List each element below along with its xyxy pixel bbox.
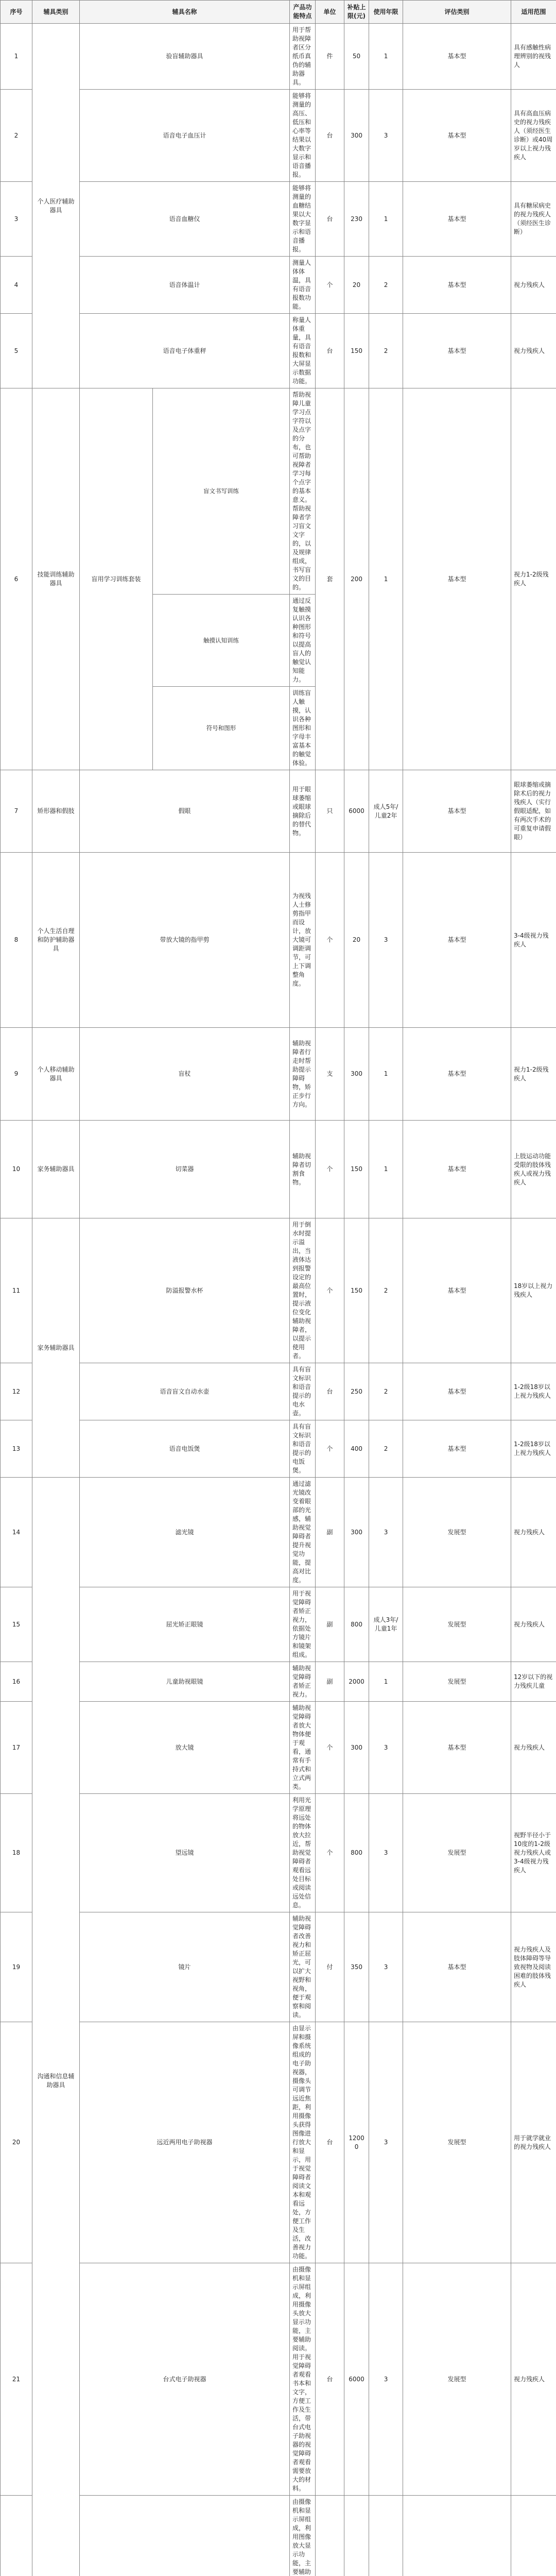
table-row [1, 1794, 556, 1912]
item-desc: 测量人体体温，具有语音报数功能。 [290, 257, 316, 314]
item-desc: 具有盲文标识和语音提示的电饭煲。 [290, 1420, 316, 1478]
table-row [1, 1121, 556, 1218]
item-unit: 个 [316, 1121, 344, 1218]
item-number: 3 [1, 182, 32, 257]
item-unit: 个 [316, 257, 344, 314]
item-price: 230 [344, 182, 369, 257]
item-price: 50 [344, 24, 369, 90]
item-desc: 辅助视障者切割食物。 [290, 1121, 316, 1218]
item-desc: 能够将测量的高压、低压和心率等结果以大数字显示和语音播报。 [290, 90, 316, 182]
item-years: 2 [369, 314, 403, 388]
item-years: 3 [369, 1794, 403, 1912]
item-unit: 副 [316, 1587, 344, 1662]
table-row [1, 2496, 556, 2576]
item-scope [511, 2496, 556, 2576]
table-row [1, 90, 556, 182]
table-row [1, 1363, 556, 1420]
item-price: 300 [344, 90, 369, 182]
item-assess [403, 2496, 511, 2576]
item-number: 17 [1, 1702, 32, 1794]
table-row [1, 388, 556, 595]
sub-item-desc: 通过反复触摸认识各种图形和符号以提高盲人的触觉认知能力。 [290, 595, 316, 687]
item-number: 11 [1, 1218, 32, 1363]
item-years: 1 [369, 1662, 403, 1702]
item-price: 200 [344, 388, 369, 770]
item-scope: 视野半径小于10度的1-2级视力残疾人或3-4级视力残疾人 [511, 1794, 556, 1912]
header-price: 补贴上限(元) [344, 1, 369, 24]
item-years: 2 [369, 1420, 403, 1478]
item-years: 1 [369, 24, 403, 90]
table-row [1, 770, 556, 853]
header-no: 序号 [1, 1, 32, 24]
item-scope: 具有感触性病理辨别的视残人 [511, 24, 556, 90]
item-name: 语音盲文自动水壶 [80, 1363, 290, 1420]
sub-item-name: 符号和图形 [153, 687, 290, 770]
table-row [1, 182, 556, 257]
item-unit: 台 [316, 90, 344, 182]
header-category: 辅具类别 [32, 1, 80, 24]
item-category: 技能训练辅助器具 [32, 388, 80, 770]
item-scope: 视力残疾人 [511, 1702, 556, 1794]
item-desc: 由显示屏和摄像系统组成的电子助视器，摄像头可调节远近焦距，利用摄像头获得图像进行放大和显示，用于视觉障碍者阅读文本和观看远处，方便工作及生活，改善视力功能。 [290, 2022, 316, 2263]
item-price: 6000 [344, 770, 369, 853]
item-number: 1 [1, 24, 32, 90]
item-scope: 具有糖尿病史的视力残疾人（须经医生诊断） [511, 182, 556, 257]
table-row [1, 1028, 556, 1121]
item-price: 150 [344, 314, 369, 388]
item-price: 6000 [344, 2263, 369, 2496]
item-scope: 1-2级18岁以上视力残疾人 [511, 1363, 556, 1420]
item-category: 沟通和信息辅助器具 [32, 1478, 80, 2576]
item-number: 10 [1, 1121, 32, 1218]
item-number: 21 [1, 2263, 32, 2496]
header-assess: 评估类别 [403, 1, 511, 24]
item-assess: 发展型 [403, 1587, 511, 1662]
item-price: 400 [344, 1420, 369, 1478]
item-unit: 台 [316, 2022, 344, 2263]
item-name: 语音电子体重秤 [80, 314, 290, 388]
item-price: 2000 [344, 1662, 369, 1702]
item-desc: 辅助视觉障碍者矫正视力。 [290, 1662, 316, 1702]
item-price: 12000 [344, 2022, 369, 2263]
item-category: 个人医疗辅助器具 [32, 24, 80, 388]
item-category: 个人生活自理和防护辅助器具 [32, 853, 80, 1028]
item-desc: 辅助视觉障碍者放大物体便于观看，通常有手持式和立式两类。 [290, 1702, 316, 1794]
item-scope: 视力残疾人 [511, 2263, 556, 2496]
item-scope: 视力残疾人 [511, 1478, 556, 1587]
item-scope: 眼球萎缩或摘除术后的视力残疾人（实行假眼适配，如有两次手术的可重复申请假眼） [511, 770, 556, 853]
item-number: 6 [1, 388, 32, 770]
item-name: 屈光矫正眼镜 [80, 1587, 290, 1662]
table-row [1, 1912, 556, 2022]
item-unit: 支 [316, 1028, 344, 1121]
item-name: 带放大镜的指甲剪 [80, 853, 290, 1028]
item-number [1, 2496, 32, 2576]
item-assess: 基本型 [403, 1702, 511, 1794]
item-years: 3 [369, 1912, 403, 2022]
item-name [80, 2496, 290, 2576]
item-price: 150 [344, 1218, 369, 1363]
table-row [1, 1478, 556, 1587]
item-number: 4 [1, 257, 32, 314]
item-name: 远近两用电子助视器 [80, 2022, 290, 2263]
header-scope: 适用范围 [511, 1, 556, 24]
table-row [1, 853, 556, 1028]
table-row [1, 314, 556, 388]
item-assess: 发展型 [403, 1478, 511, 1587]
item-unit: 付 [316, 1912, 344, 2022]
item-desc: 利用光学原理将远处的物体放大拉近，帮助视觉障碍者观看远处目标或阅读远处信息。 [290, 1794, 316, 1912]
item-number: 19 [1, 1912, 32, 2022]
item-unit: 个 [316, 1794, 344, 1912]
item-years: 成人3年/儿童1年 [369, 1587, 403, 1662]
item-assess: 基本型 [403, 770, 511, 853]
item-price: 250 [344, 1363, 369, 1420]
item-years: 3 [369, 2022, 403, 2263]
item-name: 儿童助视眼镜 [80, 1662, 290, 1702]
item-price: 300 [344, 1028, 369, 1121]
item-assess: 基本型 [403, 314, 511, 388]
item-desc: 用于倒水时提示溢出，当液体达到报警设定的最高位置时，提示液位变化辅助视障者，以提示使用者。 [290, 1218, 316, 1363]
item-number: 14 [1, 1478, 32, 1587]
item-unit: 件 [316, 24, 344, 90]
item-name: 语音电饭煲 [80, 1420, 290, 1478]
item-name: 切菜器 [80, 1121, 290, 1218]
item-years: 1 [369, 1028, 403, 1121]
table-row [1, 2263, 556, 2496]
item-number: 20 [1, 2022, 32, 2263]
item-desc: 能够将测量的血糖结果以大数字显示和语音播报。 [290, 182, 316, 257]
item-scope: 视力残疾人 [511, 314, 556, 388]
table-row [1, 24, 556, 90]
item-scope: 视力残疾人 [511, 257, 556, 314]
item-number: 2 [1, 90, 32, 182]
item-unit: 台 [316, 2263, 344, 2496]
item-years: 3 [369, 1478, 403, 1587]
item-unit: 副 [316, 1478, 344, 1587]
sub-item-name: 盲文书写训练 [153, 388, 290, 595]
item-desc: 用于帮助视障者区分纸币真伪的辅助器具。 [290, 24, 316, 90]
item-name: 滤光镜 [80, 1478, 290, 1587]
item-number: 8 [1, 853, 32, 1028]
item-unit: 个 [316, 1420, 344, 1478]
item-name: 假眼 [80, 770, 290, 853]
item-assess: 基本型 [403, 1363, 511, 1420]
item-price: 20 [344, 257, 369, 314]
item-desc: 用于眼球萎缩或眼球摘除后的替代物。 [290, 770, 316, 853]
item-desc: 用于视觉障碍者矫正视力，依据处方镜片和镜架组成。 [290, 1587, 316, 1662]
item-unit: 副 [316, 1662, 344, 1702]
item-assess: 基本型 [403, 388, 511, 770]
item-scope: 12岁以下的视力残疾儿童 [511, 1662, 556, 1702]
item-price: 350 [344, 1912, 369, 2022]
item-name: 验盲辅助器具 [80, 24, 290, 90]
item-assess: 基本型 [403, 853, 511, 1028]
item-number: 16 [1, 1662, 32, 1702]
item-category: 家务辅助器具 [32, 1218, 80, 1478]
item-scope: 用于就学就业的视力残疾人 [511, 2022, 556, 2263]
table-header [1, 1, 556, 24]
item-number: 5 [1, 314, 32, 388]
item-name: 语音电子血压计 [80, 90, 290, 182]
item-number: 12 [1, 1363, 32, 1420]
item-years: 1 [369, 1121, 403, 1218]
item-desc: 辅助视障者行走时帮助提示障碍物，矫正步行方向。 [290, 1028, 316, 1121]
item-desc: 具有盲文标识和语音提示的电水壶。 [290, 1363, 316, 1420]
item-scope: 1-2级18岁以上视力残疾人 [511, 1420, 556, 1478]
item-years: 2 [369, 257, 403, 314]
item-name: 台式电子助视器 [80, 2263, 290, 2496]
item-category: 个人移动辅助器具 [32, 1028, 80, 1121]
table-row [1, 1420, 556, 1478]
item-years: 2 [369, 1218, 403, 1363]
item-unit: 个 [316, 1702, 344, 1794]
item-years: 3 [369, 2263, 403, 2496]
sub-item-desc: 帮助视障儿童学习点字符以及点字的分布，也可帮助视障者学习每个点字的基本意义。帮助视障者学习盲文文字的，以及规律组成，书写盲文的目的。 [290, 388, 316, 595]
item-assess: 基本型 [403, 90, 511, 182]
item-years [369, 2496, 403, 2576]
item-scope: 具有高血压病史的视力残疾人（须经医生诊断）或40周岁以上视力残疾人 [511, 90, 556, 182]
item-scope: 视力残疾人 [511, 1587, 556, 1662]
item-unit: 个 [316, 853, 344, 1028]
item-years: 1 [369, 182, 403, 257]
item-number: 13 [1, 1420, 32, 1478]
item-scope: 3-4级视力残疾人 [511, 853, 556, 1028]
table-row [1, 2022, 556, 2263]
item-category: 家务辅助器具 [32, 1121, 80, 1218]
item-assess: 发展型 [403, 2263, 511, 2496]
item-assess: 基本型 [403, 1912, 511, 2022]
item-price [344, 2496, 369, 2576]
item-unit: 台 [316, 314, 344, 388]
item-assess: 基本型 [403, 1218, 511, 1363]
sub-item-name: 触摸认知训练 [153, 595, 290, 687]
item-scope: 视力残疾人及肢体障碍等导致视物及阅读困难的肢体残疾人 [511, 1912, 556, 2022]
table-row [1, 1702, 556, 1794]
item-desc: 由摄像机和显示屏组成，利用摄像头放大显示功能，主要辅助阅读。用于视觉障碍者观看书本和文字，方便工作及生活，带台式电子助视器的视觉障碍者观看需要放大的材料。 [290, 2263, 316, 2496]
item-price: 150 [344, 1121, 369, 1218]
item-unit: 套 [316, 388, 344, 770]
item-years: 2 [369, 1363, 403, 1420]
header-unit: 单位 [316, 1, 344, 24]
item-unit: 只 [316, 770, 344, 853]
item-assess: 基本型 [403, 1028, 511, 1121]
table-row [1, 1662, 556, 1702]
item-desc: 称量人体重量，具有语音报数和大屏显示数据功能。 [290, 314, 316, 388]
item-assess: 基本型 [403, 257, 511, 314]
item-scope: 视力1-2级残疾人 [511, 1028, 556, 1121]
item-unit: 台 [316, 182, 344, 257]
item-assess: 发展型 [403, 1794, 511, 1912]
item-years: 3 [369, 1702, 403, 1794]
item-years: 成人5年/儿童2年 [369, 770, 403, 853]
header-desc: 产品功能特点 [290, 1, 316, 24]
item-price: 20 [344, 853, 369, 1028]
header-name: 辅具名称 [80, 1, 290, 24]
item-assess: 基本型 [403, 24, 511, 90]
item-desc: 辅助视觉障碍者改善视力和矫正屈光，可以扩大视野和视角，便于观察和阅读。 [290, 1912, 316, 2022]
item-name: 防溢报警水杯 [80, 1218, 290, 1363]
item-name: 语音体温计 [80, 257, 290, 314]
item-name: 语音血糖仪 [80, 182, 290, 257]
item-price: 800 [344, 1587, 369, 1662]
item-scope: 18岁以上视力残疾人 [511, 1218, 556, 1363]
item-assess: 发展型 [403, 1662, 511, 1702]
table-row [1, 1587, 556, 1662]
item-assess: 基本型 [403, 182, 511, 257]
item-scope: 上肢运动功能受限的肢体残疾人或视力残疾人 [511, 1121, 556, 1218]
item-desc: 为视残人士修剪指甲而设计，放大镜可调距调节，可上下调整角度。 [290, 853, 316, 1028]
sub-item-desc: 训练盲人触摸，认识各种图形和字母丰富基本的触觉体验。 [290, 687, 316, 770]
item-assess: 基本型 [403, 1420, 511, 1478]
item-price: 800 [344, 1794, 369, 1912]
item-price: 300 [344, 1478, 369, 1587]
item-name: 盲用学习训练套装 [80, 388, 153, 770]
table-row [1, 1218, 556, 1363]
item-unit [316, 2496, 344, 2576]
item-years: 3 [369, 90, 403, 182]
item-desc: 通过滤光镜改变着眼部的光感，辅助视觉障碍者提升视觉功能，提高对比度。 [290, 1478, 316, 1587]
item-unit: 台 [316, 1363, 344, 1420]
item-assess: 发展型 [403, 2022, 511, 2263]
item-name: 盲杖 [80, 1028, 290, 1121]
item-number: 15 [1, 1587, 32, 1662]
item-years: 1 [369, 388, 403, 770]
item-desc: 由摄像机和显示屏组成，利用图像放大显示功能，主要辅助 [290, 2496, 316, 2576]
item-category: 矫形器和假肢 [32, 770, 80, 853]
item-number: 18 [1, 1794, 32, 1912]
item-years: 3 [369, 853, 403, 1028]
header-years: 使用年限 [369, 1, 403, 24]
item-assess: 基本型 [403, 1121, 511, 1218]
item-number: 9 [1, 1028, 32, 1121]
table-row [1, 257, 556, 314]
item-name: 望远镜 [80, 1794, 290, 1912]
item-scope: 视力1-2级残疾人 [511, 388, 556, 770]
item-price: 300 [344, 1702, 369, 1794]
item-name: 放大镜 [80, 1702, 290, 1794]
item-name: 镜片 [80, 1912, 290, 2022]
item-unit: 个 [316, 1218, 344, 1363]
item-number: 7 [1, 770, 32, 853]
